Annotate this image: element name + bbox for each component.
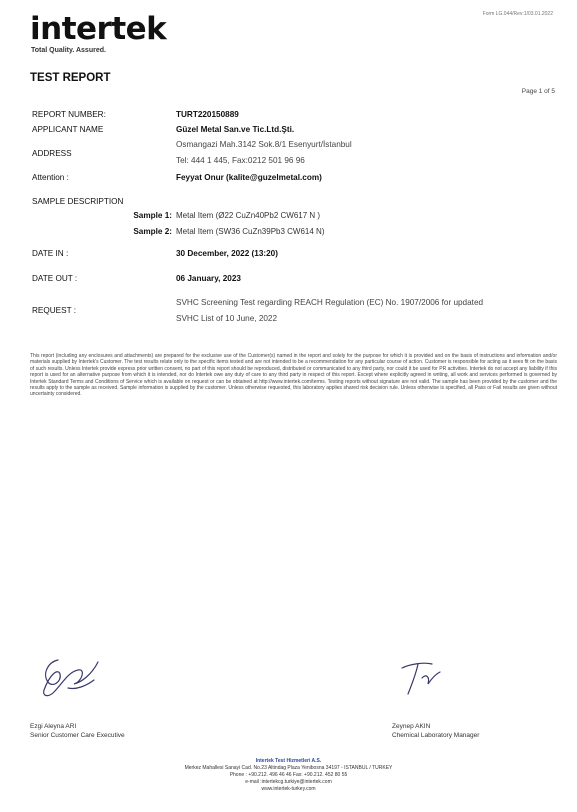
signature-2-image	[396, 656, 448, 698]
footer-web: www.intertek-turkey.com	[261, 786, 316, 792]
signature-2-name: Zeynep AKIN	[392, 723, 431, 730]
request-line-1: SVHC Screening Test regarding REACH Regulation (EC) No. 1907/2006 for updated	[176, 298, 484, 307]
address-line-2: Tel: 444 1 445, Fax:0212 501 96 96	[176, 156, 305, 165]
report-number-label: REPORT NUMBER:	[32, 110, 106, 119]
date-out-value: 06 January, 2023	[176, 274, 241, 283]
date-in-value: 30 December, 2022 (13:20)	[176, 249, 278, 258]
page-number: Page 1 of 5	[521, 88, 555, 95]
sample-1-label: Sample 1:	[133, 211, 172, 220]
footer-address: Merkez Mahallesi Sanayi Cad. No.23 Altindag Plaza Yenibosna 34197 - ISTANBUL / TURKEY	[184, 765, 393, 771]
request-label: REQUEST :	[32, 306, 76, 315]
page-title: TEST REPORT	[30, 72, 111, 84]
applicant-label: APPLICANT NAME	[32, 125, 104, 134]
sample-description-label: SAMPLE DESCRIPTION	[32, 197, 124, 206]
footer	[0, 758, 577, 793]
address-label: ADDRESS	[32, 149, 72, 158]
signature-1-block	[30, 722, 125, 740]
attention-label: Attention :	[32, 173, 69, 182]
signature-1-title: Senior Customer Care Executive	[30, 732, 125, 739]
sample-1-value: Metal Item (Ø22 CuZn40Pb2 CW617 N )	[176, 211, 321, 220]
footer-email: e-mail :intertekcg.turkiye@intertek.com	[245, 779, 332, 785]
report-number-value: TURT220150889	[176, 110, 239, 119]
intertek-logo: intertek	[30, 11, 167, 47]
date-in-label: DATE IN :	[32, 249, 69, 258]
date-out-label: DATE OUT :	[32, 274, 78, 283]
request-line-2: SVHC List of 10 June, 2022	[176, 314, 278, 323]
signature-1-name: Ezgi Aleyna ARI	[30, 723, 77, 730]
form-code: Form LG.044/Rev:1/03.01.2022	[482, 11, 553, 17]
attention-value: Feyyat Onur (kalite@guzelmetal.com)	[176, 173, 322, 182]
footer-phone: Phone : +90.212. 496 46 46 Fax: +90.212. 452 80 55	[229, 772, 348, 778]
signature-2-title: Chemical Laboratory Manager	[392, 732, 480, 739]
signature-2-block	[392, 722, 479, 740]
logo-tagline: Total Quality. Assured.	[31, 47, 106, 54]
sample-2-label: Sample 2:	[133, 227, 172, 236]
signature-1-image	[38, 652, 104, 700]
applicant-value: Güzel Metal San.ve Tic.Ltd.Şti.	[176, 125, 295, 134]
footer-company: Intertek Test Hizmetleri A.S.	[255, 758, 322, 764]
sample-2-value: Metal Item (SW36 CuZn39Pb3 CW614 N)	[176, 227, 325, 236]
address-line-1: Osmangazi Mah.3142 Sok.8/1 Esenyurt/İstanbul	[176, 140, 352, 149]
disclaimer-text: This report (including any enclosures and attachments) are prepared for the exclusive use of the Customer(s) named in the report and solely for the purpose for which it is provided and on the basis of instructions and information and/or materials supplied by Intertek's Customer. The test results relate only to the specific items tested and are not intended to be a recommendation for any particular course of action. Customer is responsible for acting as it sees fit on the basis of such results. Unless Intertek provide express prior written consent, no part of this report should be reproduced, distributed or communicated to any third party, nor could it be used for PR activities. Intertek do not accept any liability if this report is used for an alternative purpose from which it is intended, nor do Intertek owe any duty of care to any third party in respect of this report. Except where explicitly agreed in writing, all work and services performed is governed by Intertek Standard Terms and Conditions of Service which is available on request or can be obtained at http://www.intertek.com/terms. Testing reports without signature are not valid. The sample has been provided by the customer and the results apply to the sample as received. Sample information is supplied by the customer. Unless otherwise requested, this laboratory applies shared risk decision rule. Unless otherwise is specified, all Pass or Fail results are given without uncertainty considered.	[30, 353, 557, 398]
